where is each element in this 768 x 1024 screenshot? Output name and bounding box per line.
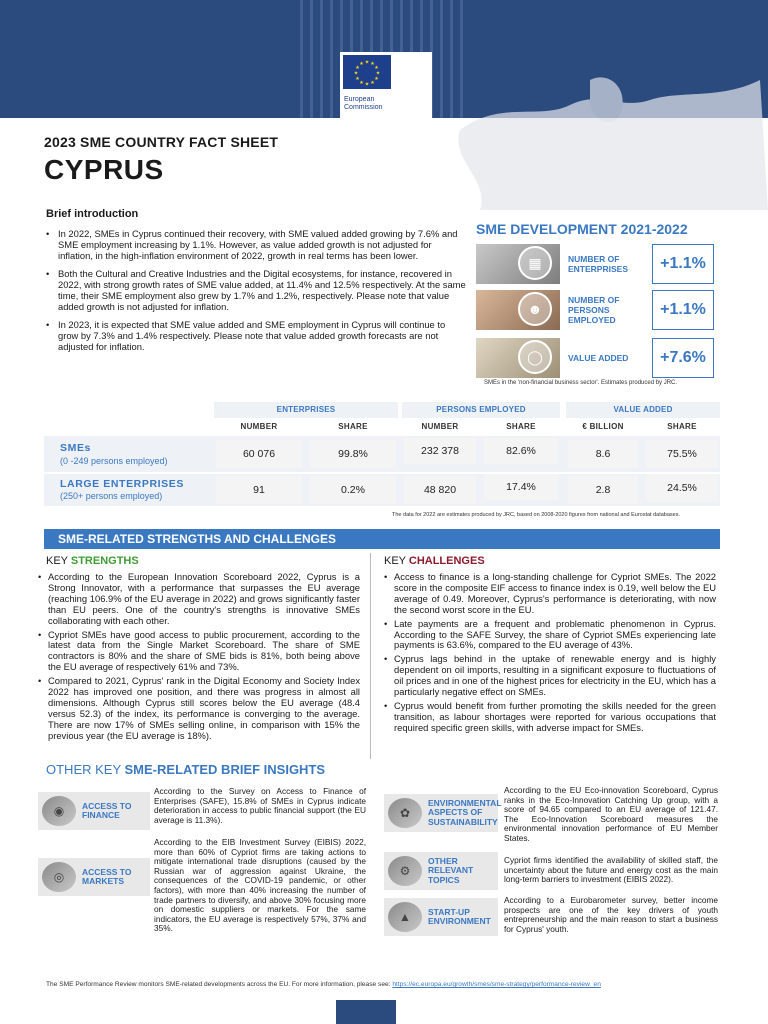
strengths-keyword: STRENGTHS <box>70 555 139 567</box>
eu-star-icon: ★ <box>370 80 375 87</box>
intro-bullet: • Both the Cultural and Creative Industries and the Digital ecosystems, for instance, recovered in 2022, with strong growth rates of SME value added, at 11.4% and 12.5% respectively. At the same time, their SME employment also grew by 1.7% and 1.2%, respectively. Please note that value added growth is not adjusted for inflation. <box>46 268 466 312</box>
intro-bullet: • In 2023, it is expected that SME value added and SME employment in Cyprus will continue to grow by 7.3% and 1.4% respectively. Please note that value added growth forecasts are not adjusted for inflation. <box>46 319 466 352</box>
eu-star-icon: ★ <box>370 60 375 67</box>
logo-text: European Commission <box>344 96 383 111</box>
table-cell: 48 820 <box>404 476 476 504</box>
group-head: ENTERPRISES <box>214 402 398 418</box>
dev-label: NUMBER OF PERSONS EMPLOYED <box>568 295 620 325</box>
dev-value: +1.1% <box>652 244 714 284</box>
insights-keyword: SME-RELATED BRIEF INSIGHTS <box>124 762 326 777</box>
strengths-heading <box>46 555 139 567</box>
challenges-keyword: CHALLENGES <box>408 555 485 567</box>
insights-heading <box>46 762 325 777</box>
dev-row-value-added <box>476 338 714 378</box>
insight-text: According to the EIB Investment Survey (EIBIS) 2022, more than 60% of Cypriot firms are taking actions to mitigate international trade disruptions (caused by the Russian war of aggression against Ukraine, the consequences of the COVID-19 pandemic, or other factors), with more than 40% increasing the number of trade partners to diversify, and above 30% focusing more on domestic suppliers or markets. For the same indicators, the EU average is respectively 57%, 37% and 35%. <box>154 837 366 934</box>
col-head: SHARE <box>667 422 697 431</box>
coins-icon: ◉ <box>42 796 76 826</box>
eu-star-icon: ★ <box>374 65 379 71</box>
insight-text: Cypriot firms identified the availability of skilled staff, the uncertainty about the future and energy cost as the main long-term barriers to investment (EIBIS 2022). <box>504 855 718 885</box>
table-cell: 0.2% <box>310 476 396 504</box>
dev-label: VALUE ADDED <box>568 353 629 363</box>
table-cell: 2.8 <box>568 476 638 504</box>
insight-label: OTHER RELEVANT TOPICS <box>428 855 474 885</box>
group-enterprises <box>214 402 398 508</box>
challenge-bullet: • Cyprus lags behind in the uptake of renewable energy and is highly dependent on oil imports, resulting in a significant exposure to fluctuations of oil prices and in one of the highest prices for electricity in the EU, which has a particularly negative effect on SMEs. <box>384 654 716 698</box>
dev-row-enterprises <box>476 244 714 284</box>
challenges-list <box>384 572 716 737</box>
insight-other-topics <box>384 852 498 890</box>
leaf-icon: ✿ <box>388 798 422 828</box>
col-head: NUMBER <box>421 422 459 431</box>
table-note: The data for 2022 are estimates produced by JRC, based on 2008-2020 figures from national and Eurostat databases. <box>392 512 681 518</box>
table-cell: 232 378 <box>404 438 476 464</box>
building-icon: ▦ <box>518 246 552 280</box>
table-cell: 8.6 <box>568 440 638 468</box>
insight-text: According to the EU Eco-innovation Scoreboard, Cyprus ranks in the Eco-Innovation Catching Up group, with a score of 94.65 compared to an EU average of 121.47. The Eco-Innovation Scoreboard measures the environmental innovation performance of EU Member States. <box>504 785 718 843</box>
challenges-heading <box>384 555 485 567</box>
insight-label: ENVIRONMENTAL ASPECTS OF SUSTAINABILITY <box>428 797 502 827</box>
group-persons-employed <box>402 402 560 508</box>
intro-bullet: • In 2022, SMEs in Cyprus continued their recovery, with SME valued added growing by 7.6% and SME employment increasing by 1.1%. However, as value added growth is not adjusted for inflation, in the high-inflation environment of 2022, growth in real terms has been lower. <box>46 228 466 261</box>
table-cell: 91 <box>216 476 302 504</box>
globe-icon: ◎ <box>42 862 76 892</box>
intro-heading: Brief introduction <box>46 208 139 220</box>
eu-star-icon: ★ <box>355 65 360 71</box>
table-cell: 17.4% <box>484 474 558 500</box>
insight-label: START-UP ENVIRONMENT <box>428 906 491 926</box>
eu-star-icon: ★ <box>355 76 360 82</box>
dev-value: +1.1% <box>652 290 714 330</box>
group-value-added <box>566 402 720 508</box>
dev-note: SMEs in the 'non-financial business sector'. Estimates produced by JRC. <box>484 380 678 386</box>
column-divider <box>370 553 371 759</box>
doc-subtitle: 2023 SME COUNTRY FACT SHEET <box>44 134 279 150</box>
insight-access-to-finance <box>38 792 150 830</box>
sme-data-table <box>44 402 720 508</box>
insight-label: ACCESS TO FINANCE <box>82 800 132 820</box>
col-head: € BILLION <box>582 422 624 431</box>
eu-star-icon: ★ <box>364 59 370 66</box>
insight-environment <box>384 794 502 832</box>
table-cell: 60 076 <box>216 440 302 468</box>
european-commission-logo <box>340 52 432 118</box>
topics-icon: ⚙ <box>388 856 422 886</box>
coins-icon: ◯ <box>518 340 552 374</box>
col-head: SHARE <box>338 422 368 431</box>
intro-list <box>46 228 466 359</box>
europe-map-graphic <box>420 60 768 210</box>
strength-bullet: • According to the European Innovation Scoreboard 2022, Cyprus is a Strong Innovator, with a performance that surpasses the EU average (reaching 106.9% of the EU average in 2022) and grows significantly faster than EU peers. One of the country's strengths is innovative SMEs collaborating with each other. <box>38 572 360 627</box>
insight-text: According to a Eurobarometer survey, better income prospects are one of the key drivers of youth entrepreneurship and the main reason to start a business for Cyprus' youth. <box>504 895 718 934</box>
row-name-smes: SMEs <box>60 442 91 454</box>
doc-title: CYPRUS <box>44 154 164 185</box>
group-head: VALUE ADDED <box>566 402 720 418</box>
footer-note <box>46 981 601 988</box>
dev-row-persons <box>476 290 714 330</box>
eu-star-icon: ★ <box>364 81 370 88</box>
strength-bullet: • Cypriot SMEs have good access to public procurement, according to the latest data from the Single Market Scoreboard. The share of SME contractors is 80% and the share of SME bids is 81%, both being above the EU average of respectively 61% and 73%. <box>38 630 360 674</box>
row-sub-smes: (0 -249 persons employed) <box>60 456 168 466</box>
sme-development-title: SME DEVELOPMENT 2021-2022 <box>476 221 688 237</box>
col-head: NUMBER <box>240 422 278 431</box>
insight-text: According to the Survey on Access to Finance of Enterprises (SAFE), 15.8% of SMEs in Cyprus indicate deterioration in access to public financial support (the EU average is 11.3%). <box>154 786 366 825</box>
row-sub-large: (250+ persons employed) <box>60 491 163 501</box>
insights-prefix: OTHER KEY <box>46 762 125 777</box>
group-head: PERSONS EMPLOYED <box>402 402 560 418</box>
strengths-list <box>38 572 360 745</box>
table-cell: 24.5% <box>646 474 718 502</box>
challenge-bullet: • Access to finance is a long-standing challenge for Cypriot SMEs. The 2022 score in the composite EIF access to finance index is 0.19, well below the EU average of 0.49. Moreover, Cyprus's performance is deteriorating, with now the second worst score in the EU. <box>384 572 716 616</box>
table-cell: 99.8% <box>310 440 396 468</box>
row-name-large: LARGE ENTERPRISES <box>60 478 184 490</box>
footer-text: The SME Performance Review monitors SME-related developments across the EU. For more information, please see: <box>46 981 393 988</box>
table-cell: 82.6% <box>484 438 558 464</box>
challenges-prefix: KEY <box>384 555 409 567</box>
strengths-prefix: KEY <box>46 555 71 567</box>
eu-star-icon: ★ <box>353 70 359 77</box>
eu-star-icon: ★ <box>375 70 381 77</box>
section-title: SME-RELATED STRENGTHS AND CHALLENGES <box>58 532 337 546</box>
challenge-bullet: • Cyprus would benefit from further promoting the skills needed for the green transition, as labour shortages were reported for various occupations that required specific green skills, with adverse impact for SMEs. <box>384 701 716 734</box>
insight-access-to-markets <box>38 858 150 896</box>
eu-star-icon: ★ <box>374 76 379 82</box>
strength-bullet: • Compared to 2021, Cyprus' rank in the Digital Economy and Society Index 2022 has improved one position, and there was progress in almost all dimensions. Although Cyprus still scores below the EU average (48.4 versus 52.3) of the index, its performance is converging to the average. There are now 17% of SMEs selling online, in comparison with 15% the previous year (the EU average is 18%). <box>38 676 360 741</box>
col-head: SHARE <box>506 422 536 431</box>
performance-review-link[interactable]: https://ec.europa.eu/growth/smes/sme-strategy/performance-review_en <box>392 981 601 988</box>
table-cell: 75.5% <box>646 440 718 468</box>
insight-start-up <box>384 898 498 936</box>
eu-flag-icon <box>343 55 391 89</box>
dev-label: NUMBER OF ENTERPRISES <box>568 254 628 274</box>
rocket-icon: ▲ <box>388 902 422 932</box>
insight-label: ACCESS TO MARKETS <box>82 866 132 886</box>
dev-value: +7.6% <box>652 338 714 378</box>
person-icon: ☻ <box>518 292 552 326</box>
eu-star-icon: ★ <box>359 60 364 67</box>
page-tab <box>336 1000 396 1024</box>
challenge-bullet: • Late payments are a frequent and problematic phenomenon in Cyprus. According to the SAFE Survey, the share of Cypriot SMEs experiencing late payments is 63.6%, compared to the EU average of 43%. <box>384 619 716 652</box>
eu-star-icon: ★ <box>359 80 364 87</box>
section-bar <box>44 529 720 549</box>
